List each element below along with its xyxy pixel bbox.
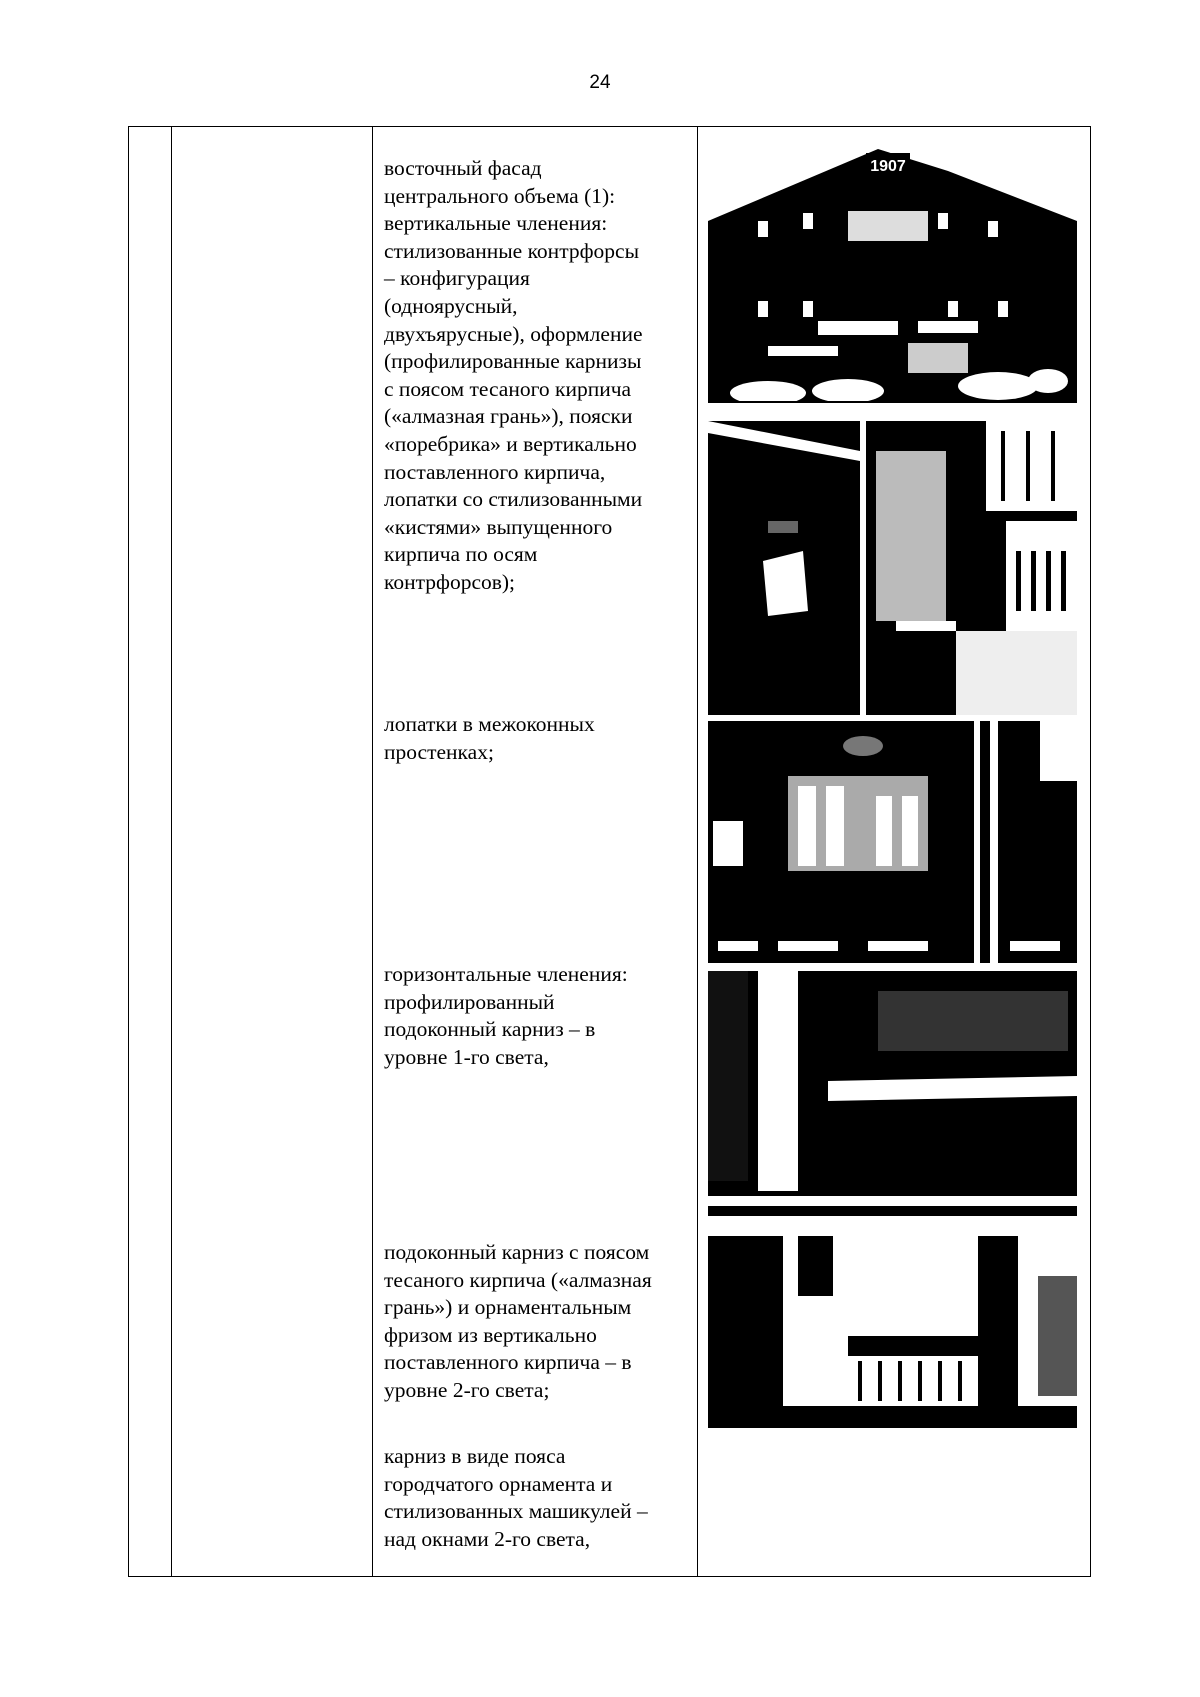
text-line: контрфорсов); [384,569,516,594]
text-line: лопатки со стилизованными [384,487,643,512]
photo-pilasters-right [980,721,1077,963]
text-line: стилизованных машикулей – [384,1499,648,1524]
text-line: поставленного кирпича – в [384,1350,632,1375]
text-line: подоконный карниз – в [384,1017,596,1042]
text-line: горизонтальные членения: [384,962,628,986]
column-divider [372,127,373,1576]
text-line: лопатки в межоконных [384,712,595,736]
description-east-facade [384,155,684,597]
description-pilasters [384,711,684,766]
text-line: («алмазная грань»), пояски [384,404,633,429]
text-line: двухъярусные), оформление [384,321,643,346]
text-line: профилированный [384,989,555,1014]
text-line: кирпича по осям [384,542,538,567]
page-number: 24 [589,72,611,93]
text-line: фризом из вертикально [384,1322,597,1347]
sill-cornice-2-image [708,1236,1077,1428]
text-line: уровне 2-го света; [384,1377,550,1402]
photo-sill-cornice-1 [708,971,1077,1228]
sill-cornice-1-image [708,971,1077,1228]
pilasters-left-image [708,721,974,963]
facade-date-sign: 1907 [870,158,906,175]
photo-east-facade [708,131,1077,413]
text-line: (одноярусный, [384,293,518,318]
text-line: стилизованные контрфорсы [384,238,640,263]
text-line: восточный фасад [384,156,542,180]
text-line: поставленного кирпича, [384,459,606,484]
facade-image [708,131,1077,413]
photo-buttress-left [708,421,860,715]
text-line: уровне 1-го света, [384,1044,549,1069]
text-line: простенках; [384,739,494,764]
buttress-right-image [866,421,1077,715]
description-crown-cornice [384,1443,684,1553]
description-sill-cornice [384,1239,684,1405]
text-line: «кистями» выпущенного [384,514,613,539]
text-line: (профилированные карнизы [384,349,642,374]
buttress-left-image [708,421,860,715]
text-line: подоконный карниз с поясом [384,1240,650,1264]
text-line: городчатого орнамента и [384,1471,613,1496]
text-line: с поясом тесаного кирпича [384,376,632,401]
column-divider [697,127,698,1576]
description-horizontal-divisions [384,961,684,1071]
text-line: вертикальные членения: [384,211,608,236]
text-line: над окнами 2-го света, [384,1526,591,1551]
text-line: карниз в виде пояса [384,1444,566,1468]
pilasters-right-image [980,721,1077,963]
text-line: центрального объема (1): [384,183,616,208]
text-line: – конфигурация [384,266,530,291]
column-divider [171,127,172,1576]
text-line: грань») и орнаментальным [384,1295,632,1320]
photo-sill-cornice-2 [708,1236,1077,1428]
photo-pilasters-left [708,721,974,963]
text-line: «поребрика» и вертикально [384,431,637,456]
photo-buttress-right [866,421,1077,715]
text-line: тесаного кирпича («алмазная [384,1267,652,1292]
